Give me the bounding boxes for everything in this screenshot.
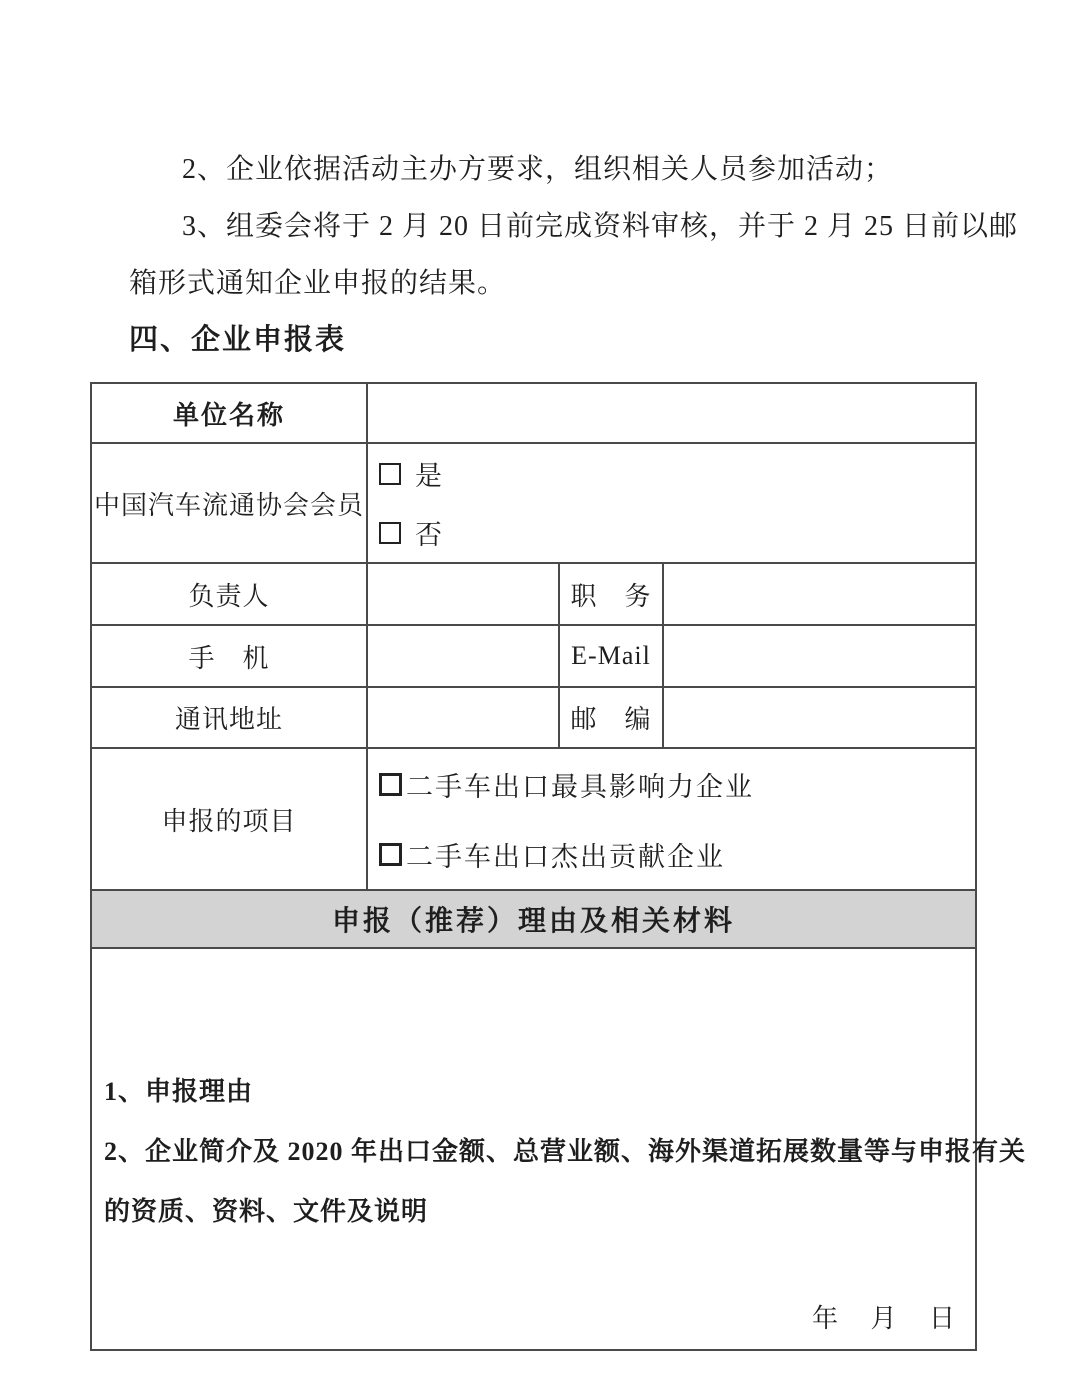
declared-projects-options-cell (367, 748, 976, 890)
mobile-label: 手 机 (91, 625, 367, 687)
membership-options-cell (367, 443, 976, 563)
address-value-cell (367, 687, 559, 748)
option-label: 二手车出口杰出贡献企业 (406, 841, 725, 872)
reason-line-3: 的资质、资料、文件及说明 (104, 1197, 429, 1226)
row-reason-body (91, 948, 976, 1350)
principal-label: 负责人 (91, 563, 367, 625)
date-month-label: 月 (870, 1304, 897, 1333)
reason-line-1: 1、申报理由 (104, 1077, 254, 1106)
email-label: E-Mail (559, 625, 663, 687)
intro-section (129, 141, 1019, 369)
project-option-most-influential (379, 765, 975, 804)
postcode-label: 邮 编 (559, 687, 663, 748)
row-company-name (91, 383, 976, 443)
position-value-cell (663, 563, 976, 625)
reason-line-2: 2、企业简介及 2020 年出口金额、总营业额、海外渠道拓展数量等与申报有关 (104, 1137, 1027, 1166)
checkbox-icon (379, 463, 401, 485)
principal-value-cell (367, 563, 559, 625)
paragraph-item-3-line-2: 箱形式通知企业申报的结果。 (129, 268, 507, 299)
application-form-table (90, 382, 1027, 1351)
membership-label: 中国汽车流通协会会员 (91, 443, 367, 563)
email-value-cell (663, 625, 976, 687)
membership-option-no (379, 513, 975, 552)
reason-body-cell (91, 948, 1027, 1350)
date-year-label: 年 (811, 1304, 838, 1333)
company-name-value-cell (367, 383, 976, 443)
section-heading: 四、企业申报表 (129, 324, 347, 356)
paragraph-item-3-line-1: 3、组委会将于 2 月 20 日前完成资料审核，并于 2 月 25 日前以邮 (182, 211, 1019, 242)
row-membership (91, 443, 976, 563)
reason-lines (92, 1056, 1027, 1242)
declared-projects-label: 申报的项目 (91, 748, 367, 890)
date-day-label: 日 (929, 1304, 956, 1333)
paragraph-item-2: 2、企业依据活动主办方要求，组织相关人员参加活动； (182, 154, 894, 185)
date-line (812, 1298, 955, 1335)
address-label: 通讯地址 (91, 687, 367, 748)
row-principal (91, 563, 976, 625)
option-label: 否 (415, 520, 444, 550)
project-option-outstanding-contribution (379, 835, 975, 874)
row-mobile (91, 625, 976, 687)
row-declared-projects (91, 748, 976, 890)
checkbox-icon (379, 522, 401, 544)
membership-option-yes (379, 454, 975, 493)
mobile-value-cell (367, 625, 559, 687)
checkbox-icon (379, 773, 402, 796)
checkbox-icon (379, 843, 402, 866)
option-label: 二手车出口最具影响力企业 (406, 771, 754, 802)
row-banner (91, 890, 976, 948)
section-banner: 申报（推荐）理由及相关材料 (91, 890, 976, 948)
company-name-label: 单位名称 (91, 383, 367, 443)
option-label: 是 (415, 461, 444, 491)
postcode-value-cell (663, 687, 976, 748)
position-label: 职 务 (559, 563, 663, 625)
row-address (91, 687, 976, 748)
